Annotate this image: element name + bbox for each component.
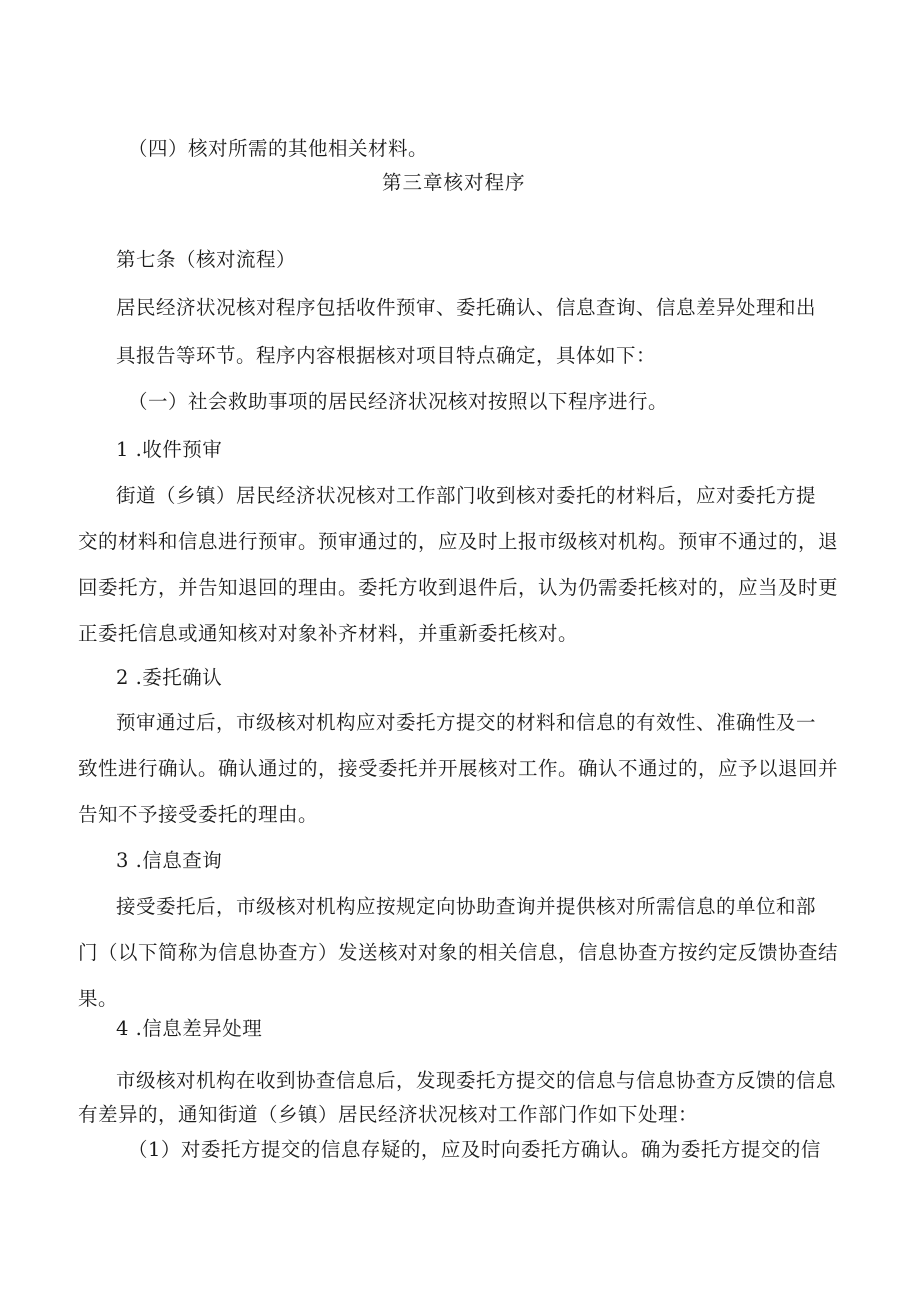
paragraph-line: 有差异的，通知街道（乡镇）居民经济状况核对工作部门作如下处理：	[78, 1103, 699, 1126]
paragraph-line: 门（以下简称为信息协查方）发送核对对象的相关信息，信息协查方按约定反馈协查结	[78, 941, 839, 964]
paragraph-line: 告知不予接受委托的理由。	[78, 803, 319, 826]
paragraph-line: 居民经济状况核对程序包括收件预审、委托确认、信息查询、信息差异处理和出	[116, 296, 817, 319]
paragraph-line: 预审通过后，市级核对机构应对委托方提交的材料和信息的有效性、准确性及一	[116, 711, 817, 734]
material-item-4: （四）核对所需的其他相关材料。	[128, 137, 429, 160]
paragraph-line: 正委托信息或通知核对对象补齐材料，并重新委托核对。	[78, 622, 579, 645]
paragraph-line: 接受委托后，市级核对机构应按规定向协助查询并提供核对所需信息的单位和部	[116, 895, 817, 918]
step-heading: 1 .收件预审	[116, 438, 223, 461]
sub-item-line: （1）对委托方提交的信息存疑的，应及时向委托方确认。确为委托方提交的信	[128, 1138, 821, 1161]
paragraph-line: 果。	[78, 987, 119, 1010]
paragraph-line: 致性进行确认。确认通过的，接受委托并开展核对工作。确认不通过的，应予以退回并	[78, 757, 839, 780]
section-heading: （一）社会救助事项的居民经济状况核对按照以下程序进行。	[128, 390, 669, 413]
paragraph-line: 具报告等环节。程序内容根据核对项目特点确定，具体如下：	[116, 344, 657, 367]
step-heading: 2 .委托确认	[116, 666, 223, 689]
paragraph-line: 市级核对机构在收到协查信息后，发现委托方提交的信息与信息协查方反馈的信息	[116, 1069, 837, 1092]
chapter-title: 第三章核对程序	[382, 171, 526, 194]
article-heading: 第七条（核对流程）	[116, 248, 297, 271]
step-heading: 4 .信息差异处理	[116, 1017, 263, 1040]
step-heading: 3 .信息查询	[116, 849, 223, 872]
paragraph-line: 街道（乡镇）居民经济状况核对工作部门收到核对委托的材料后，应对委托方提	[116, 484, 817, 507]
paragraph-line: 交的材料和信息进行预审。预审通过的，应及时上报市级核对机构。预审不通过的，退	[78, 530, 839, 553]
paragraph-line: 回委托方，并告知退回的理由。委托方收到退件后，认为仍需委托核对的，应当及时更	[78, 576, 839, 599]
